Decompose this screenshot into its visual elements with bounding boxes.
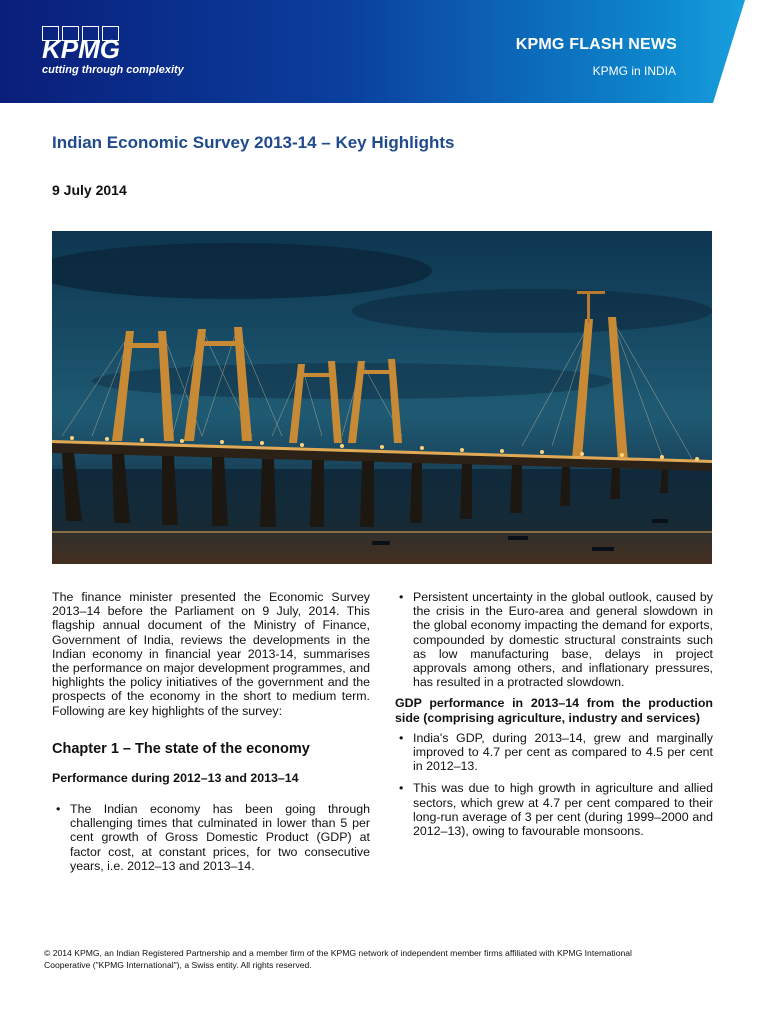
right-bullet-list-top bbox=[395, 590, 713, 689]
right-bullet-list-bottom bbox=[395, 731, 713, 838]
list-item bbox=[52, 802, 370, 873]
bullet-glyph: • bbox=[399, 781, 404, 796]
publication-date: 9 July 2014 bbox=[52, 182, 127, 198]
kpmg-logo bbox=[42, 26, 128, 64]
bullet-glyph: • bbox=[399, 590, 404, 604]
bridge-photo bbox=[52, 231, 712, 564]
left-bullet-list bbox=[52, 802, 370, 873]
logo-tagline: cutting through complexity bbox=[42, 64, 184, 76]
list-item bbox=[395, 781, 713, 838]
bullet-text: This was due to high growth in agriculture and allied sectors, which grew at 4.7 per cent compared to their long-run average of 3 per cent (during 1999–2000 and 2012–13), owing to favourable monsoons. bbox=[413, 781, 713, 839]
copyright-footer bbox=[44, 947, 684, 971]
right-column bbox=[395, 590, 713, 838]
bullet-text: Persistent uncertainty in the global outlook, caused by the crisis in the Euro-area and general slowdown in the global economy impacting the demand for exports, compounded by domestic structural constraints such as low manufacturing base, delays in project approvals among others, and inflationary pressures, has resulted in a protracted slowdown. bbox=[413, 590, 713, 690]
region-label: KPMG in INDIA bbox=[592, 64, 676, 78]
performance-heading: Performance during 2012–13 and 2013–14 bbox=[52, 770, 299, 785]
page-title: Indian Economic Survey 2013-14 – Key Highlights bbox=[52, 133, 455, 152]
list-item bbox=[395, 590, 713, 689]
footer-line-1: © 2014 KPMG, an Indian Registered Partnership and a member firm of the KPMG network of independent member firms affiliated with KPMG International bbox=[44, 948, 632, 958]
footer-line-2: Cooperative ("KPMG International"), a Swiss entity. All rights reserved. bbox=[44, 960, 312, 970]
flash-news-title: KPMG FLASH NEWS bbox=[515, 36, 677, 53]
bullet-glyph: • bbox=[399, 730, 404, 745]
bullet-text: The Indian economy has been going through challenging times that culminated in lower than 5 per cent growth of Gross Domestic Product (GDP) at factor cost, at constant prices, for two consecutive years, i.e. 2012–13 and 2013–14. bbox=[70, 802, 370, 873]
intro-paragraph: The finance minister presented the Economic Survey 2013–14 before the Parliament on 9 July, 2014. This flagship annual document of the Ministry of Finance, Government of India, reviews the developments in the Indian economy in financial year 2013-14, summarises the performance on major development programmes, and highlights the policy initiatives of the government and the prospects of the economy in the short to medium term. Following are key highlights of the survey: bbox=[52, 590, 370, 718]
logo-text: KPMG bbox=[42, 34, 120, 64]
left-column bbox=[52, 590, 370, 873]
chapter-heading: Chapter 1 – The state of the economy bbox=[52, 740, 310, 757]
gdp-heading: GDP performance in 2013–14 from the production side (comprising agriculture, industry and services) bbox=[395, 696, 713, 725]
bullet-text: India's GDP, during 2013–14, grew and marginally improved to 4.7 per cent as compared to 4.5 per cent in 2012–13. bbox=[413, 730, 713, 774]
list-item bbox=[395, 731, 713, 774]
bullet-glyph: • bbox=[56, 802, 61, 817]
